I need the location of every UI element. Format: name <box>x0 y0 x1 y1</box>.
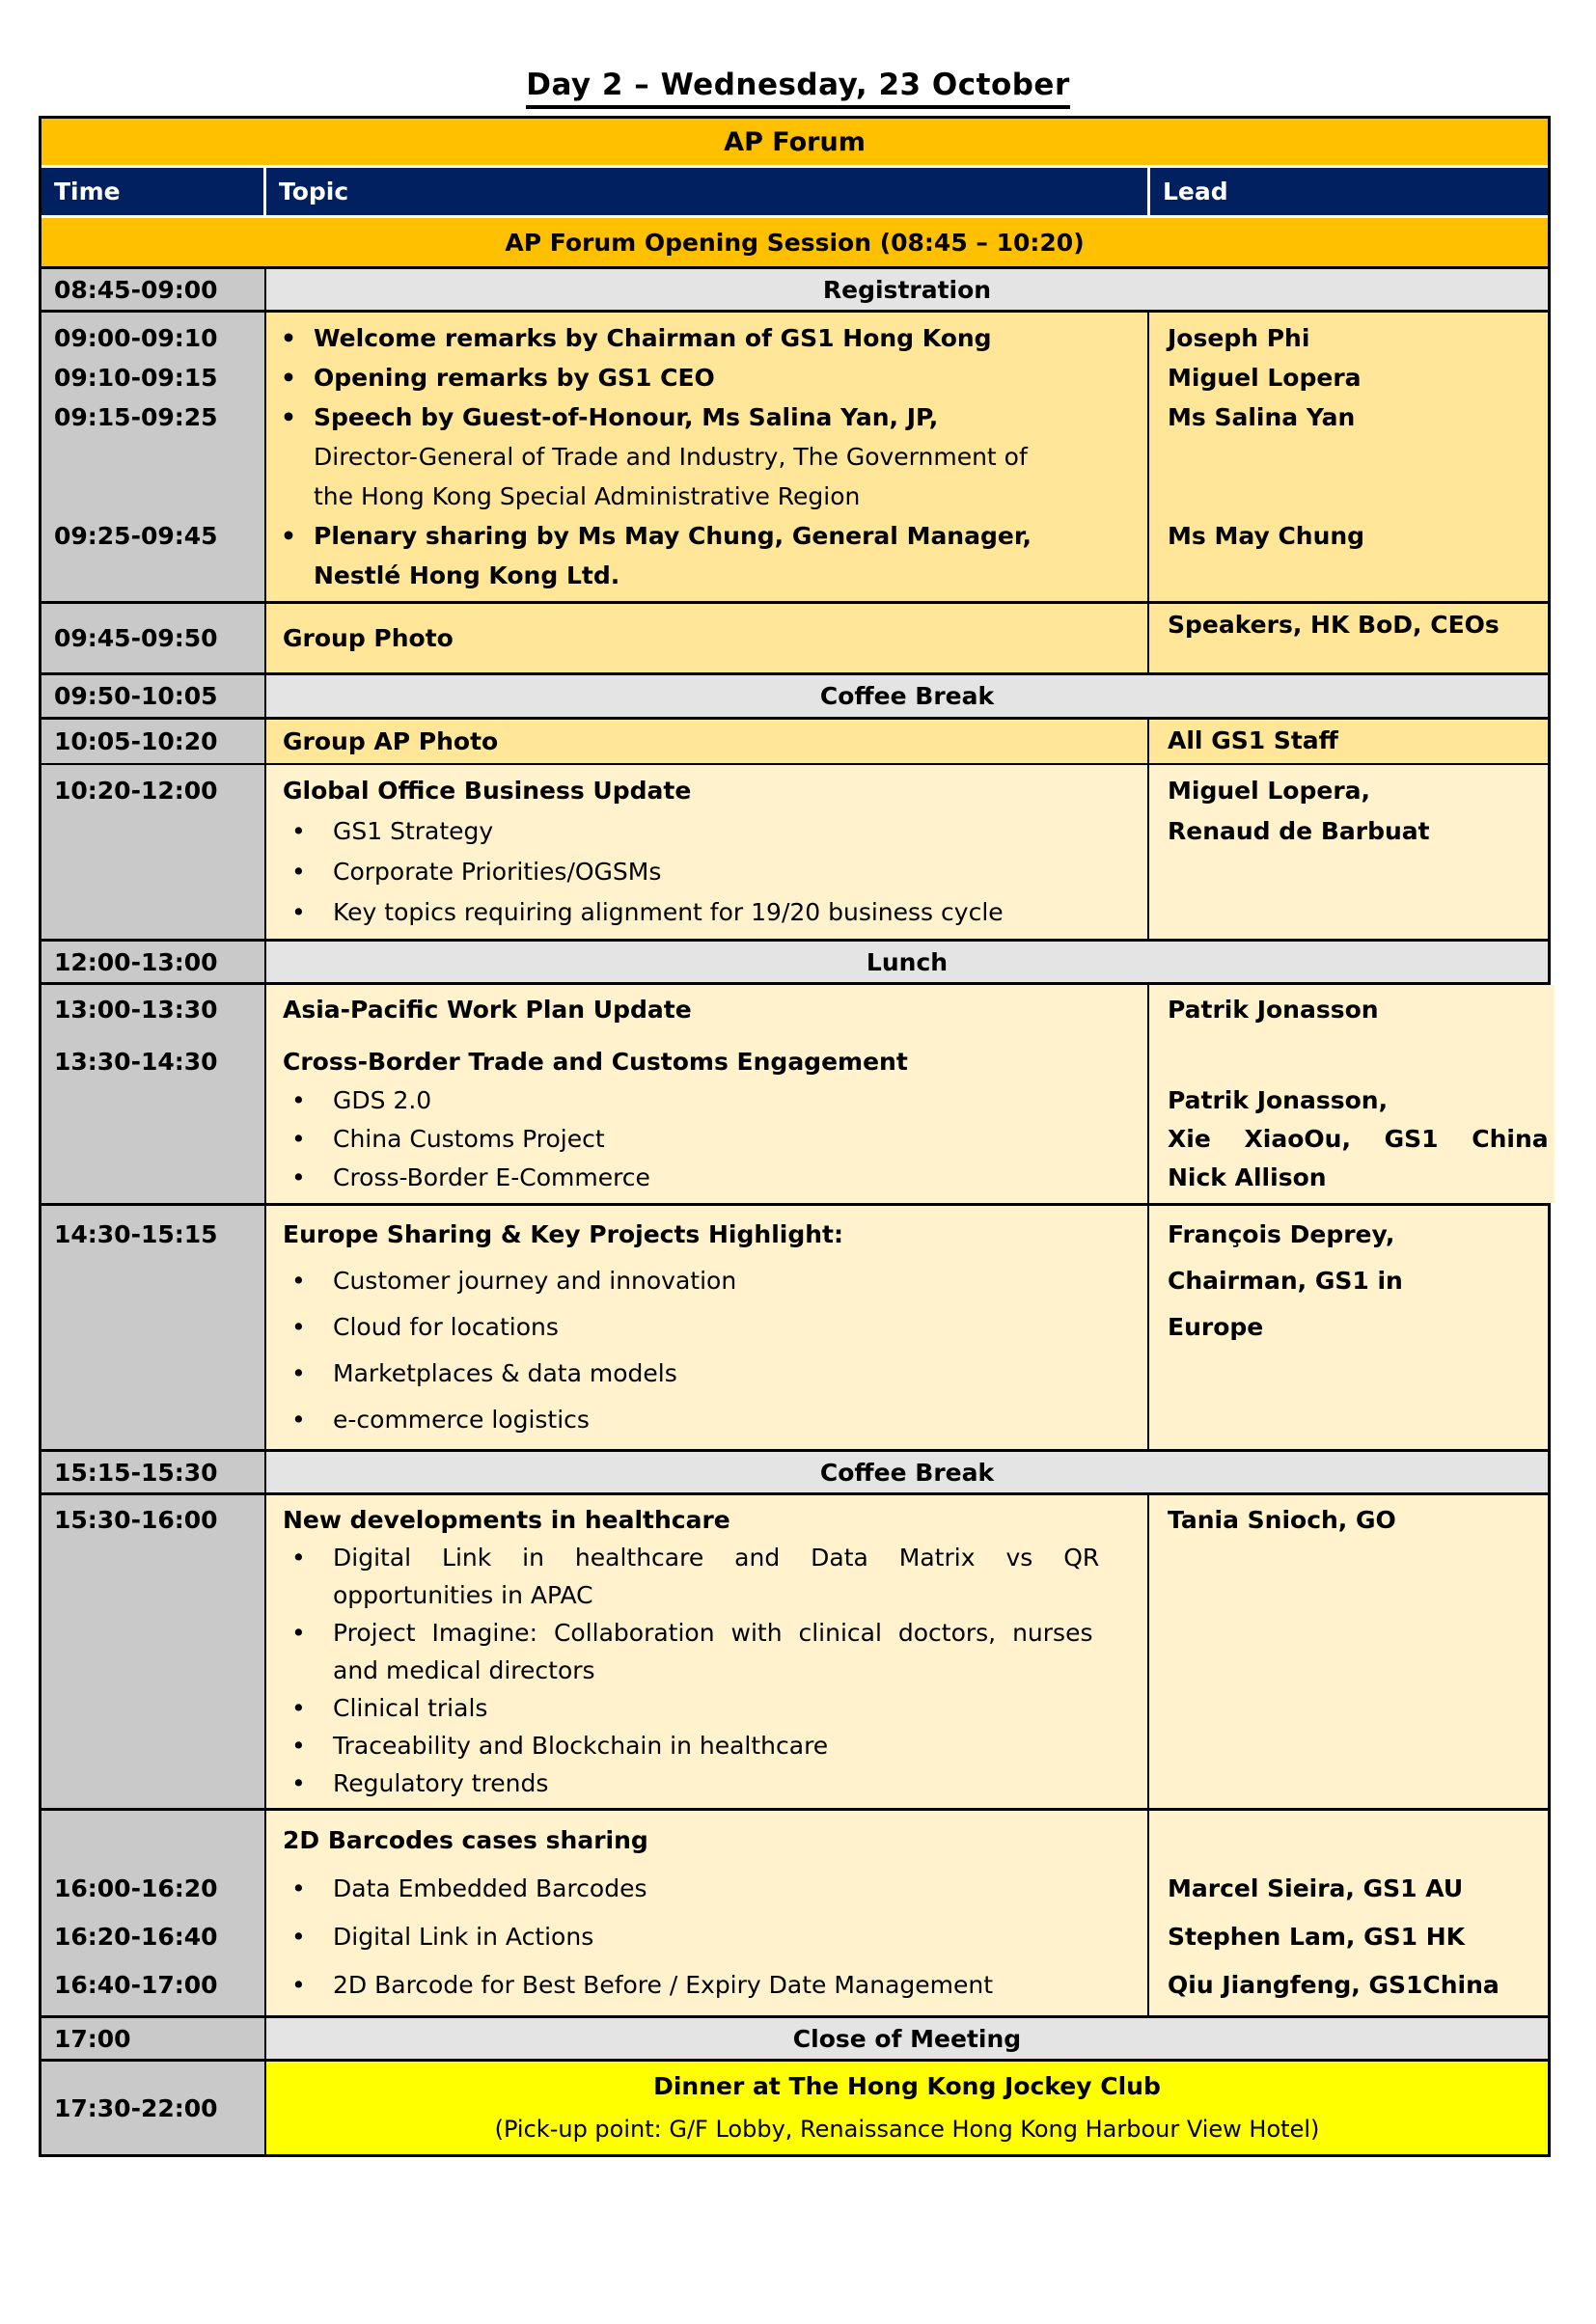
time-line: 09:10-09:15 <box>54 364 218 392</box>
topic-line: • Plenary sharing by Ms May Chung, General Manager, <box>266 516 1142 556</box>
time-line: 10:20-12:00 <box>54 777 218 805</box>
lead-line-blank <box>1168 477 1542 516</box>
lead-line: Joseph Phi <box>1168 324 1310 352</box>
row-2d-barcodes <box>41 1808 1548 2015</box>
time-cell: 09:50-10:05 <box>41 675 266 717</box>
topic-bullet: • Customer journey and innovation <box>266 1258 1142 1304</box>
time-line: 09:15-09:25 <box>54 403 218 431</box>
topic-cell <box>266 1206 1149 1449</box>
time-cell: 17:30-22:00 <box>41 2062 266 2154</box>
topic-bullet: • Traceability and Blockchain in healthcare <box>266 1727 1142 1764</box>
lead-line: Patrik Jonasson, <box>1168 1086 1389 1114</box>
topic-line: and medical directors <box>333 1656 595 1684</box>
time-line: 16:20-16:40 <box>54 1923 218 1951</box>
lead-cell <box>1149 313 1548 601</box>
row-europe-sharing <box>41 1203 1548 1449</box>
lead-line-blank <box>1168 437 1542 477</box>
row-healthcare <box>41 1492 1548 1808</box>
topic-bullet: • Project Imagine: Collaboration with clinical doctors, nurses <box>266 1614 1142 1652</box>
time-line: 14:30-15:15 <box>54 1220 218 1248</box>
topic-title: Global Office Business Update <box>283 777 692 805</box>
topic-bullet: • 2D Barcode for Best Before / Expiry Date Management <box>266 1961 1142 2010</box>
lead-line: Chairman, GS1 in <box>1168 1267 1403 1295</box>
page-title-text: Day 2 – Wednesday, 23 October <box>526 68 1070 109</box>
lead-line: Miguel Lopera, <box>1168 777 1371 805</box>
forum-band-label: AP Forum <box>724 126 866 157</box>
topic-bullet: • Data Embedded Barcodes <box>266 1865 1142 1913</box>
topic-line: • Welcome remarks by Chairman of GS1 Hong Kong <box>266 318 1142 358</box>
column-header-row <box>41 165 1548 218</box>
time-cell <box>41 313 266 601</box>
time-cell: 17:00 <box>41 2018 266 2059</box>
lead-line: Ms Salina Yan <box>1168 403 1356 431</box>
time-cell: 12:00-13:00 <box>41 942 266 982</box>
topic-bullet: • GDS 2.0 <box>266 1081 1142 1120</box>
topic-title: Asia-Pacific Work Plan Update <box>283 996 692 1024</box>
registration-band: Registration <box>266 269 1548 310</box>
session-banner-label: AP Forum Opening Session (08:45 – 10:20) <box>505 228 1085 257</box>
time-line: 15:30-16:00 <box>54 1506 218 1534</box>
topic-bullet: • Regulatory trends <box>266 1764 1142 1802</box>
coffee-break-band: Coffee Break <box>266 1452 1548 1492</box>
topic-line: the Hong Kong Special Administrative Region <box>314 482 861 510</box>
time-cell <box>41 1495 266 1808</box>
time-cell <box>41 765 266 939</box>
time-line: 09:25-09:45 <box>54 522 218 550</box>
lead-line: Europe <box>1168 1313 1264 1341</box>
lead-cell: All GS1 Staff <box>1149 720 1548 763</box>
lead-line: Marcel Sieira, GS1 AU <box>1168 1874 1464 1902</box>
column-header-lead: Lead <box>1150 168 1548 215</box>
session-banner <box>41 218 1548 266</box>
topic-cell: Group Photo <box>266 604 1149 672</box>
time-cell: 10:05-10:20 <box>41 720 266 763</box>
time-line: 16:00-16:20 <box>54 1874 218 1902</box>
dinner-pickup-note: (Pick-up point: G/F Lobby, Renaissance Hong Kong Harbour View Hotel) <box>494 2116 1320 2143</box>
time-line: 09:00-09:10 <box>54 324 218 352</box>
topic-cell: Group AP Photo <box>266 720 1149 763</box>
row-close-of-meeting <box>41 2015 1548 2059</box>
lead-line-blank <box>1168 1043 1549 1081</box>
page-title <box>0 68 1596 102</box>
forum-band <box>41 119 1548 165</box>
topic-cell <box>266 1495 1149 1808</box>
topic-line: opportunities in APAC <box>333 1581 593 1609</box>
row-coffee-break-2 <box>41 1449 1548 1492</box>
topic-bullet: • e-commerce logistics <box>266 1397 1142 1443</box>
row-opening-session <box>41 310 1548 601</box>
topic-line: Director-General of Trade and Industry, The Government of <box>314 443 1028 471</box>
topic-line: Nestlé Hong Kong Ltd. <box>314 561 620 589</box>
topic-cell <box>266 765 1149 939</box>
topic-title: 2D Barcodes cases sharing <box>283 1826 648 1854</box>
row-lunch <box>41 939 1548 982</box>
lead-line: Stephen Lam, GS1 HK <box>1168 1923 1466 1951</box>
lead-line-blank <box>1168 1817 1542 1865</box>
row-group-ap-photo <box>41 717 1548 763</box>
column-header-time: Time <box>41 168 263 215</box>
time-line-blank <box>54 1817 262 1865</box>
time-line-blank <box>54 437 262 477</box>
lunch-band: Lunch <box>266 942 1548 982</box>
dinner-band <box>266 2062 1548 2154</box>
lead-line: Ms May Chung <box>1168 522 1365 550</box>
lead-cell <box>1149 1495 1548 1808</box>
lead-line: Xie XiaoOu, GS1 China <box>1168 1125 1549 1153</box>
topic-title: Cross-Border Trade and Customs Engagement <box>283 1048 908 1076</box>
topic-bullet: • Cross-Border E-Commerce <box>266 1159 1142 1197</box>
topic-bullet: • China Customs Project <box>266 1120 1142 1159</box>
topic-cell <box>266 985 1149 1203</box>
lead-line: Tania Snioch, GO <box>1168 1506 1396 1534</box>
time-cell <box>41 1206 266 1449</box>
coffee-break-band: Coffee Break <box>266 675 1548 717</box>
lead-cell <box>1149 1811 1548 2015</box>
close-of-meeting-band: Close of Meeting <box>266 2018 1548 2059</box>
column-header-topic: Topic <box>266 168 1147 215</box>
topic-cell <box>266 1811 1149 2015</box>
topic-bullet: • Marketplaces & data models <box>266 1351 1142 1397</box>
lead-line: Qiu Jiangfeng, GS1China <box>1168 1971 1500 1999</box>
topic-bullet: • GS1 Strategy <box>266 811 1142 852</box>
row-coffee-break-1 <box>41 672 1548 717</box>
row-dinner <box>41 2059 1548 2154</box>
time-line: 13:00-13:30 <box>54 996 218 1024</box>
time-line: 16:40-17:00 <box>54 1971 218 1999</box>
topic-bullet: • Clinical trials <box>266 1689 1142 1727</box>
time-cell: 08:45-09:00 <box>41 269 266 310</box>
lead-cell: Speakers, HK BoD, CEOs <box>1149 604 1548 672</box>
lead-cell <box>1149 985 1555 1203</box>
lead-line: Renaud de Barbuat <box>1168 817 1430 845</box>
lead-line: François Deprey, <box>1168 1220 1395 1248</box>
topic-bullet: • Cloud for locations <box>266 1304 1142 1351</box>
time-cell <box>41 985 266 1203</box>
dinner-title: Dinner at The Hong Kong Jockey Club <box>653 2072 1161 2100</box>
topic-bullet: • Key topics requiring alignment for 19/20 business cycle <box>266 892 1142 933</box>
time-cell: 09:45-09:50 <box>41 604 266 672</box>
lead-cell <box>1149 765 1548 939</box>
topic-bullet: • Digital Link in Actions <box>266 1913 1142 1961</box>
row-group-photo <box>41 601 1548 672</box>
topic-line: • Speech by Guest-of-Honour, Ms Salina Yan, JP, <box>266 397 1142 437</box>
agenda-table <box>39 116 1551 2157</box>
time-line: 13:30-14:30 <box>54 1048 218 1076</box>
time-cell <box>41 1811 266 2015</box>
topic-cell <box>266 313 1149 601</box>
lead-cell <box>1149 1206 1548 1449</box>
topic-bullet: • Corporate Priorities/OGSMs <box>266 852 1142 892</box>
row-global-office <box>41 763 1548 939</box>
time-cell: 15:15-15:30 <box>41 1452 266 1492</box>
lead-line: Nick Allison <box>1168 1163 1327 1191</box>
time-line-blank <box>54 477 262 516</box>
row-registration <box>41 266 1548 310</box>
row-ap-work-plan <box>41 982 1548 1203</box>
lead-line: Miguel Lopera <box>1168 364 1362 392</box>
topic-title: New developments in healthcare <box>283 1506 730 1534</box>
topic-bullet: • Digital Link in healthcare and Data Matrix vs QR <box>266 1539 1142 1576</box>
topic-title: Europe Sharing & Key Projects Highlight: <box>283 1220 843 1248</box>
lead-line: Patrik Jonasson <box>1168 996 1379 1024</box>
topic-line: • Opening remarks by GS1 CEO <box>266 358 1142 397</box>
